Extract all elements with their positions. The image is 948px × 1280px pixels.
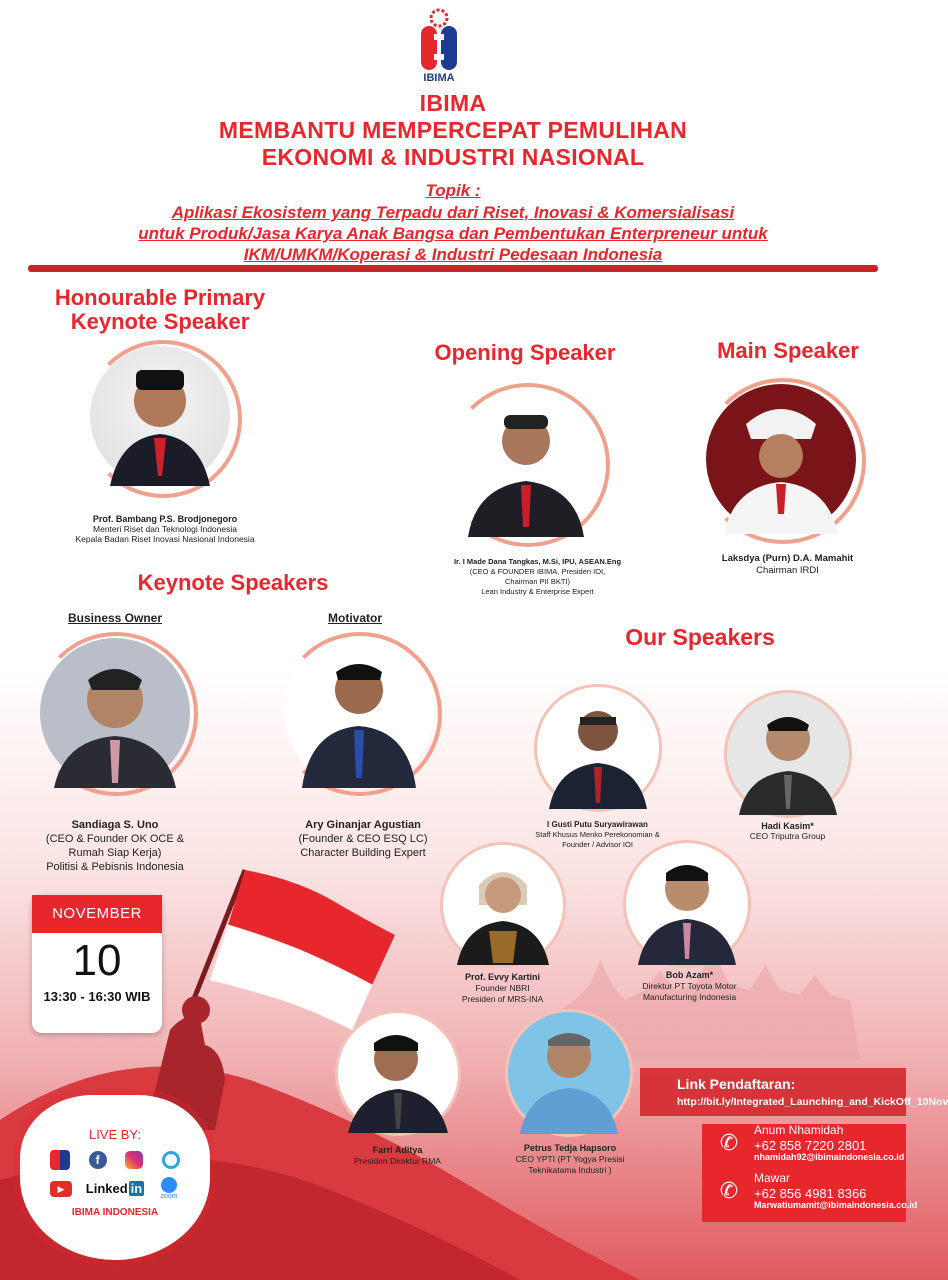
contact-email[interactable]: nhamidah92@ibimaindonesia.co.id xyxy=(754,1152,905,1162)
speaker-caption-evvy xyxy=(440,972,565,1005)
speaker-photo-hadi xyxy=(727,693,849,815)
speaker-name: Ir. I Made Dana Tangkas, M.Si, IPU, ASEAN.Eng xyxy=(453,557,622,566)
speaker-role: CEO YPTI (PT Yogya Presisi xyxy=(515,1154,625,1164)
speaker-role: Presiden Direktur RMA xyxy=(354,1156,441,1166)
speaker-photo-bob xyxy=(626,843,748,965)
section-main-title: Main Speaker xyxy=(717,338,859,363)
role-label-motivator: Motivator xyxy=(328,611,382,625)
linkedin-text: Linked xyxy=(85,1181,128,1196)
speaker-role: Chairman IRDI xyxy=(756,565,819,576)
topic-text xyxy=(0,202,906,265)
speaker-name: Petrus Tedja Hapsoro xyxy=(523,1143,617,1153)
speaker-caption-main xyxy=(690,553,885,577)
contact-name: Mawar xyxy=(754,1171,791,1185)
live-brand: IBIMA INDONESIA xyxy=(71,1207,159,1218)
speaker-photo-opening xyxy=(452,389,600,537)
section-keynote-title: Keynote Speakers xyxy=(137,570,329,595)
section-opening-title: Opening Speaker xyxy=(434,340,616,365)
speaker-caption-opening xyxy=(425,557,650,597)
speaker-role: Character Building Expert xyxy=(300,847,426,859)
zoom-text: zoom xyxy=(160,1193,178,1200)
speaker-role: Kepala Badan Riset Inovasi Nasional Indonesia xyxy=(75,534,255,544)
speaker-role: Teknikatama Industri ) xyxy=(528,1165,612,1175)
speaker-role: (Founder & CEO ESQ LC) xyxy=(298,833,428,845)
speaker-role: (CEO & FOUNDER IBIMA, Presiden IOI, xyxy=(469,567,606,576)
speaker-photo-motivator xyxy=(284,638,434,788)
section-honourable-title xyxy=(30,286,290,334)
speaker-caption-petrus xyxy=(495,1143,645,1176)
speaker-caption-farri xyxy=(330,1145,465,1167)
event-calendar xyxy=(32,895,162,1033)
zoom-badge xyxy=(161,1177,177,1193)
speaker-role: Lean Industry & Enterprise Expert xyxy=(481,587,594,596)
topic-line: Aplikasi Ekosistem yang Terpadu dari Riset, Inovasi & Komersialisasi xyxy=(171,203,735,222)
page-title xyxy=(0,90,906,171)
speaker-role: Staff Khusus Menko Perekonomian & xyxy=(535,830,660,839)
speaker-role: Politisi & Pebisnis Indonesia xyxy=(46,861,184,873)
linkedin-badge: in xyxy=(130,1181,143,1196)
contact-phone[interactable]: +62 856 4981 8366 xyxy=(754,1186,867,1201)
speaker-caption-motivator xyxy=(268,818,458,860)
instagram-icon[interactable] xyxy=(125,1151,143,1169)
section-title-line: Keynote Speaker xyxy=(70,309,250,334)
speaker-role: Menteri Riset dan Teknologi Indonesia xyxy=(93,524,237,534)
speaker-name: Laksdya (Purn) D.A. Mamahit xyxy=(721,553,854,564)
speaker-name: Prof. Evvy Kartini xyxy=(464,972,541,982)
zoom-icon[interactable] xyxy=(158,1177,180,1200)
speaker-role: Presiden of MRS-INA xyxy=(461,994,544,1004)
calendar-time: 13:30 - 16:30 WIB xyxy=(43,989,151,1004)
calendar-month: NOVEMBER xyxy=(32,895,162,933)
speaker-name: Bob Azam* xyxy=(665,970,714,980)
contact-email[interactable]: Marwatiumamit@ibimaindonesia.co.id xyxy=(754,1200,918,1210)
speaker-role: CEO Triputra Group xyxy=(749,831,826,841)
speaker-photo-evvy xyxy=(443,845,563,965)
title-line: IBIMA xyxy=(419,90,487,116)
speaker-name: I Gusti Putu Suryawirawan xyxy=(547,820,648,829)
speaker-role: Manufacturing Indonesia xyxy=(642,992,737,1002)
phone-icon[interactable]: ✆ xyxy=(719,1178,739,1203)
speaker-name: Ary Ginanjar Agustian xyxy=(305,819,421,831)
live-label: LIVE BY: xyxy=(88,1127,142,1142)
speaker-name: Hadi Kasim* xyxy=(761,821,814,831)
speaker-photo-igusti xyxy=(537,687,659,809)
speaker-photo-business xyxy=(40,638,190,788)
speaker-role: Founder NBRI xyxy=(475,983,530,993)
speaker-photo-main xyxy=(706,384,856,534)
speaker-role: Founder / Advisor IOI xyxy=(562,840,633,849)
speaker-role: Rumah Siap Kerja) xyxy=(68,847,162,859)
speaker-role: (CEO & Founder OK OCE & xyxy=(45,833,185,845)
live-by-panel xyxy=(20,1095,210,1260)
speaker-name: Farri Aditya xyxy=(372,1145,423,1155)
speaker-caption-bob xyxy=(622,970,757,1003)
app-icon[interactable] xyxy=(162,1151,180,1169)
live-icons-row2 xyxy=(50,1177,180,1200)
registration-link[interactable]: http://bit.ly/Integrated_Launching_and_KickOff_10Nov xyxy=(677,1096,948,1108)
speaker-photo-farri xyxy=(338,1013,458,1133)
lean-ibima-icon[interactable] xyxy=(50,1150,70,1170)
registration-panel xyxy=(640,1068,948,1280)
topic-line: IKM/UMKM/Koperasi & Industri Pedesaan Indonesia xyxy=(243,245,663,264)
header-divider xyxy=(28,265,878,272)
contact-phone[interactable]: +62 858 7220 2801 xyxy=(754,1138,867,1153)
calendar-day: 10 xyxy=(72,936,122,985)
role-label-business: Business Owner xyxy=(67,611,163,625)
speaker-photo-petrus xyxy=(508,1012,630,1134)
contact-name: Anum Nhamidah xyxy=(754,1123,844,1137)
speaker-photo-honourable xyxy=(90,346,230,486)
topic-line: untuk Produk/Jasa Karya Anak Bangsa dan Pembentukan Enterpreneur untuk xyxy=(138,224,768,243)
speaker-name: Sandiaga S. Uno xyxy=(71,819,159,831)
logo-text: IBIMA xyxy=(423,72,455,84)
speaker-caption-honourable xyxy=(40,514,290,544)
speaker-name: Prof. Bambang P.S. Brodjonegoro xyxy=(92,514,238,524)
youtube-icon[interactable]: ▶ xyxy=(50,1181,72,1197)
title-line: MEMBANTU MEMPERCEPAT PEMULIHAN xyxy=(218,117,688,143)
topic-label: Topik : xyxy=(425,181,481,200)
section-title-line: Honourable Primary xyxy=(54,285,266,310)
speaker-role: Chairman PII BKTI) xyxy=(504,577,571,586)
live-icons-row1 xyxy=(50,1150,180,1170)
linkedin-icon[interactable] xyxy=(86,1181,144,1196)
section-ours-title: Our Speakers xyxy=(625,624,775,650)
title-line: EKONOMI & INDUSTRI NASIONAL xyxy=(261,144,645,170)
ibima-logo xyxy=(413,8,465,86)
speaker-role: Direktur PT Toyota Motor xyxy=(642,981,737,991)
phone-icon[interactable]: ✆ xyxy=(719,1130,739,1155)
speaker-caption-hadi xyxy=(720,821,855,841)
speaker-caption-business xyxy=(20,818,210,874)
facebook-icon[interactable]: f xyxy=(89,1151,107,1169)
registration-title: Link Pendaftaran: xyxy=(677,1076,796,1092)
